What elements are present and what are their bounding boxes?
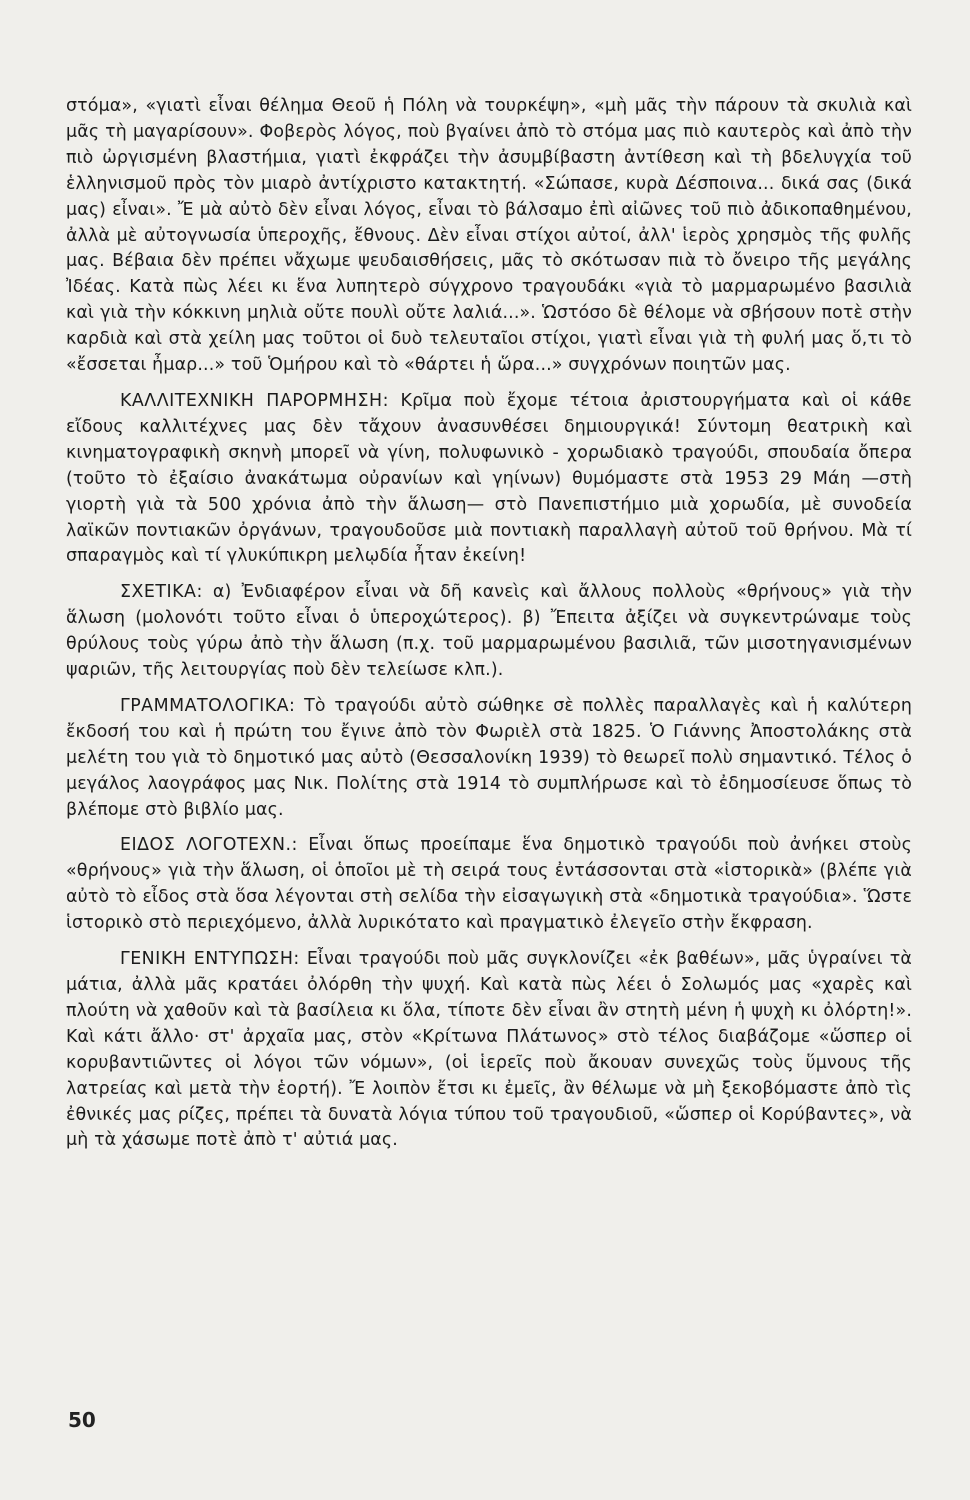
paragraph-text: Εἶναι τραγούδι ποὺ μᾶς συγκλονίζει «ἐκ βαθέων», μᾶς ὑγραίνει τὰ μάτια, ἀλλὰ μᾶς κρατάει ὀλόρθη τὴν ψυχή. Καὶ κατὰ πὼς λέει ὁ Σολωμός μας «χαρὲς καὶ πλούτη νὰ χαθοῦν καὶ τὰ βασίλεια κι ὅλα, τίποτε δὲν εἶναι ἂν στητὴ μένη ἡ ψυχὴ κι ὀλόρτη!». Καὶ κάτι ἄλλο· στ' ἀρχαῖα μας, στὸν «Κρίτωνα Πλάτωνος» στὸ τέλος διαβάζομε «ὥσπερ οἱ κορυβαντιῶντες οἱ λόγοι τῶν νόμων», (οἱ ἱερεῖς ποὺ ἄκουαν συνεχῶς τοὺς ὕμνους τῆς λατρείας καὶ μετὰ τὴν ἑορτή). Ἔ λοιπὸν ἔτσι κι ἐμεῖς, ἂν θέλωμε νὰ μὴ ξεκοβόμαστε ἀπὸ τὶς ἐθνικές μας ρίζες, πρέπει τὰ δυνατὰ λόγια τύπου τοῦ τραγουδιοῦ, «ὥσπερ οἱ Κορύβαντες», νὰ μὴ τὰ χάσωμε ποτὲ ἀπὸ τ' αὐτιά μας.: [66, 949, 913, 1151]
paragraph-text: στόμα», «γιατὶ εἶναι θέλημα Θεοῦ ἡ Πόλη νὰ τουρκέψη», «μὴ μᾶς τὴν πάρουν τὰ σκυλιὰ καὶ μᾶς τὴ μαγαρίσουν». Φοβερὸς λόγος, ποὺ βγαίνει ἀπὸ τὸ στόμα μας πιὸ καυτερὸς καὶ ἀπὸ τὴν πιὸ ὠργισμένη βλαστήμια, γιατὶ ἐκφράζει τὴν ἀσυμβίβαστη ἀντίθεση καὶ τὴ βδελυγχία τοῦ ἑλληνισμοῦ πρὸς τὸν μιαρὸ ἀντίχριστο κατακτητή. «Σώπασε, κυρὰ Δέσποινα... δικά σας (δικά μας) εἶναι». Ἔ μὰ αὐτὸ δὲν εἶναι λόγος, εἶναι τὸ βάλσαμο ἐπὶ αἰῶνες τοῦ πιὸ ἀδικοπαθημένου, ἀλλὰ μὲ αὐτογνωσία ὑπεροχῆς, ἔθνους. Δὲν εἶναι στίχοι αὐτοί, ἀλλ' ἱερὸς χρησμὸς τῆς φυλῆς μας. Βέβαια δὲν πρέπει νἄχωμε ψευδαισθήσεις, μᾶς τὸ σκότωσαν πιὰ τὸ ὄνειρο τῆς μεγάλης Ἰδέας. Κατὰ πὼς λέει κι ἕνα λυπητερὸ σύγχρονο τραγουδάκι «γιὰ τὸ μαρμαρωμένο βασιλιὰ καὶ γιὰ τὴν κόκκινη μηλιὰ οὔτε πουλὶ οὔτε λαλιά...». Ὡστόσο δὲ θέλομε νὰ σβήσουν ποτὲ στὴν καρδιὰ καὶ στὰ χείλη μας τοῦτοι οἱ δυὸ τελευταῖοι στίχοι, γιατὶ εἶναι γιὰ τὴ φυλή μας ὅ,τι τὸ «ἔσσεται ἦμαρ...» τοῦ Ὁμήρου καὶ τὸ «θάρτει ἡ ὥρα...» συγχρόνων ποιητῶν μας.: [66, 96, 912, 376]
paragraph-continuation: [66, 94, 912, 379]
paragraph-text: α) Ἐνδιαφέρον εἶναι νὰ δῆ κανεὶς καὶ ἄλλους πολλοὺς «θρήνους» γιὰ τὴν ἅλωση (μολονότι τοῦτο εἶναι ὁ ὑπεροχώτερος). β) Ἔπειτα ἀξίζει νὰ συγκεντρώναμε τοὺς θρύλους τοὺς γύρω ἀπὸ τὴν ἅλωση (π.χ. τοῦ μαρμαρωμένου βασιλιᾶ, τῶν μισοτηγανισμένων ψαριῶν, τῆς λειτουργίας ποὺ δὲν τελείωσε κλπ.).: [66, 582, 912, 681]
section-heading: ΓΡΑΜΜΑΤΟΛΟΓΙΚΑ:: [120, 695, 296, 716]
text-column: [66, 94, 912, 1154]
paragraph-literary-notes: [66, 694, 912, 824]
section-heading: ΣΧΕΤΙΚΑ:: [120, 582, 203, 603]
paragraph-text: Εἶναι ὅπως προείπαμε ἕνα δημοτικὸ τραγούδι ποὺ ἀνήκει στοὺς «θρήνους» γιὰ τὴν ἅλωση, οἱ ὁποῖοι μὲ τὴ σειρά τους ἐντάσσονται στὰ «ἱστορικὰ» (βλέπε γιὰ αὐτὸ τὸ εἶδος στὰ ὅσα λέγονται στὴ σελίδα τὴν εἰσαγωγικὴ στὰ «δημοτικὰ τραγούδια». Ὥστε ἱστορικὸ στὸ περιεχόμενο, ἀλλὰ λυρικότατο καὶ πραγματικὸ ἐλεγεῖο στὴν ἔκφραση.: [66, 835, 912, 934]
paragraph-text: Κρῖμα ποὺ ἔχομε τέτοια ἀριστουργήματα καὶ οἱ κάθε εἴδους καλλιτέχνες μας δὲν τἄχουν ἀνασυνθέσει δημιουργικά! Σύντομη θεατρικὴ καὶ κινηματογραφικὴ σκηνὴ μπορεῖ νὰ γίνη, πολυφωνικὸ - χορωδιακὸ τραγούδι, σπουδαία ὄπερα (τοῦτο τὸ ἐξαίσιο ἀνακάτωμα οὐρανίων καὶ γηίνων) θυμόμαστε στὰ 1953 29 Μάη —στὴ γιορτὴ γιὰ τὰ 500 χρόνια ἀπὸ τὴν ἅλωση— στὸ Πανεπιστήμιο μιὰ χορωδία, μὲ συνοδεία λαϊκῶν ποντιακῶν ὀργάνων, τραγουδοῦσε μιὰ ποντιακὴ παραλλαγὴ αὐτοῦ τοῦ θρήνου. Μὰ τί σπαραγμὸς καὶ τί γλυκύπικρη μελῳδία ἦταν ἐκείνη!: [66, 390, 912, 567]
paragraph-related: [66, 580, 912, 684]
section-heading: ΚΑΛΛΙΤΕΧΝΙΚΗ ΠΑΡΟΡΜΗΣΗ:: [120, 390, 389, 411]
paragraph-general-impression: [66, 947, 912, 1154]
paragraph-artistic-impulse: [66, 389, 912, 570]
section-heading: ΕΙΔΟΣ ΛΟΓΟΤΕΧΝ.:: [120, 835, 298, 856]
section-heading: ΓΕΝΙΚΗ ΕΝΤΥΠΩΣΗ:: [120, 949, 300, 970]
paragraph-text: Τὸ τραγούδι αὐτὸ σώθηκε σὲ πολλὲς παραλλαγὲς καὶ ἡ καλύτερη ἔκδοσή του καὶ ἡ πρώτη του ἔγινε ἀπὸ τὸν Φωριὲλ στὰ 1825. Ὁ Γιάννης Ἀποστολάκης στὰ μελέτη του γιὰ τὸ δημοτικό μας αὐτὸ (Θεσσαλονίκη 1939) τὸ θεωρεῖ πολὺ σημαντικό. Τέλος ὁ μεγάλος λαογράφος μας Νικ. Πολίτης στὰ 1914 τὸ συμπλήρωσε καὶ τὸ ἐδημοσίευσε ὅπως τὸ βλέπομε στὸ βιβλίο μας.: [66, 695, 912, 820]
page-number: 50: [68, 1408, 96, 1432]
paragraph-literary-genre: [66, 833, 912, 937]
